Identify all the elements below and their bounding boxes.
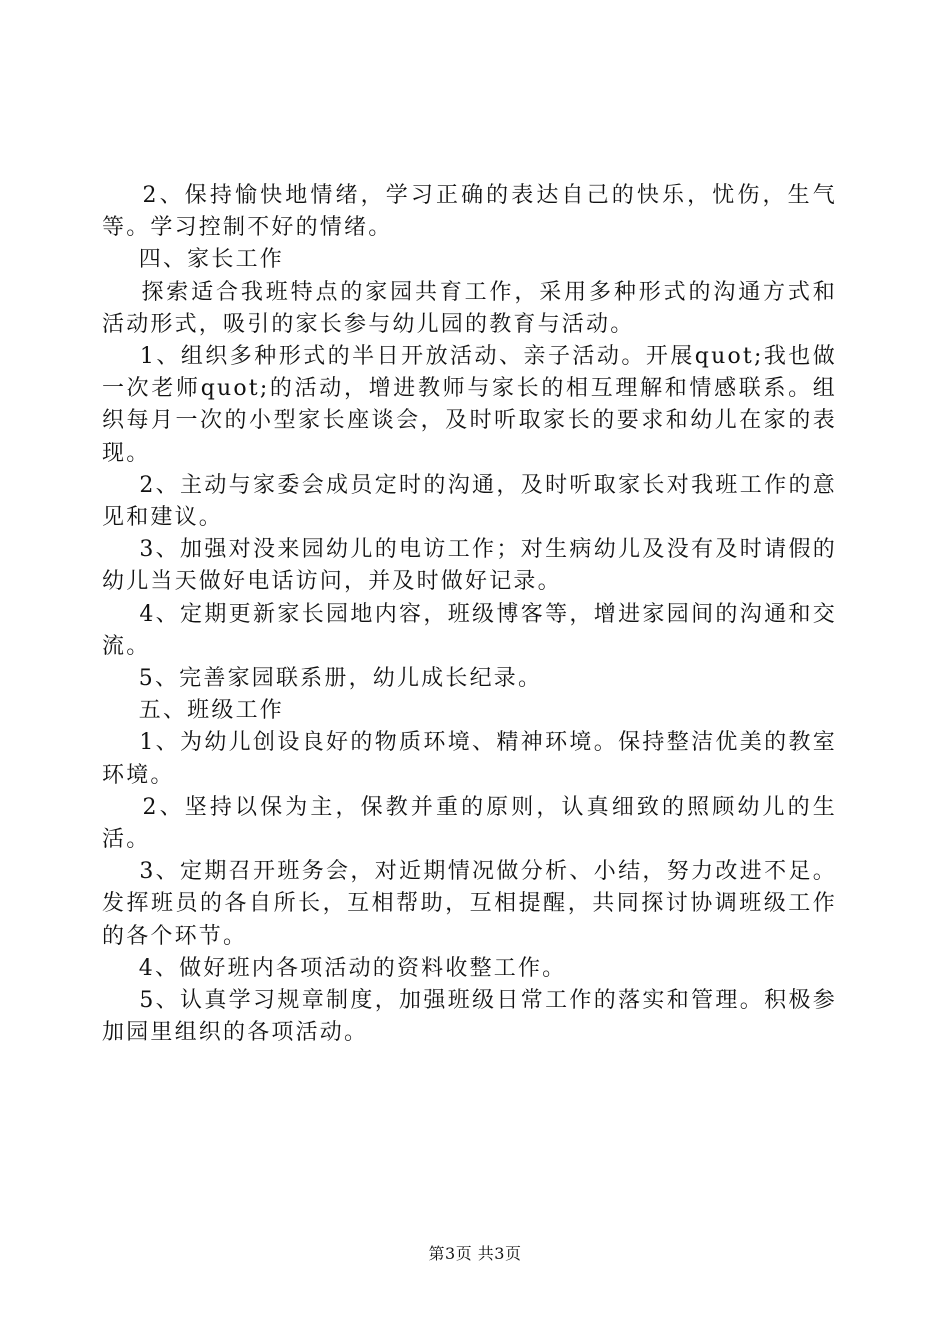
paragraph-class-1: 1、为幼儿创设良好的物质环境、精神环境。保持整洁优美的教室环境。	[102, 730, 837, 788]
paragraph-emotion-2: 2、保持愉快地情绪，学习正确的表达自己的快乐，忧伤，生气等。学习控制不好的情绪。	[102, 183, 837, 241]
paragraph-class-2: 2、坚持以保为主，保教并重的原则，认真细致的照顾幼儿的生活。	[102, 794, 837, 853]
paragraph-class-5: 5、认真学习规章制度，加强班级日常工作的落实和管理。积极参加园里组织的各项活动。	[102, 988, 837, 1046]
paragraph-parent-1: 1、组织多种形式的半日开放活动、亲子活动。开展quot;我也做一次老师quot;的活动，增进教师与家长的相互理解和情感联系。组织每月一次的小型家长座谈会，及时听取家长的要求和幼儿在家的表现。	[102, 344, 837, 466]
page-number-footer: 第3页 共3页	[428, 1244, 522, 1263]
paragraph-parent-intro: 探索适合我班特点的家园共育工作，采用多种形式的沟通方式和活动形式，吸引的家长参与幼儿园的教育与活动。	[102, 279, 837, 337]
paragraph-class-3: 3、定期召开班务会，对近期情况做分析、小结，努力改进不足。发挥班员的各自所长，互相帮助，互相提醒，共同探讨协调班级工作的各个环节。	[102, 859, 837, 949]
paragraph-class-4: 4、做好班内各项活动的资料收整工作。	[102, 955, 567, 981]
heading-class-work: 五、班级工作	[102, 698, 284, 724]
document-body	[102, 180, 837, 1049]
paragraph-parent-4: 4、定期更新家长园地内容，班级博客等，增进家园间的沟通和交流。	[102, 601, 837, 659]
paragraph-parent-5: 5、完善家园联系册，幼儿成长纪录。	[102, 666, 543, 692]
paragraph-parent-3: 3、加强对没来园幼儿的电访工作；对生病幼儿及没有及时请假的幼儿当天做好电话访问，并及时做好记录。	[102, 537, 837, 595]
paragraph-parent-2: 2、主动与家委会成员定时的沟通，及时听取家长对我班工作的意见和建议。	[102, 472, 837, 531]
heading-parent-work: 四、家长工作	[102, 247, 284, 273]
